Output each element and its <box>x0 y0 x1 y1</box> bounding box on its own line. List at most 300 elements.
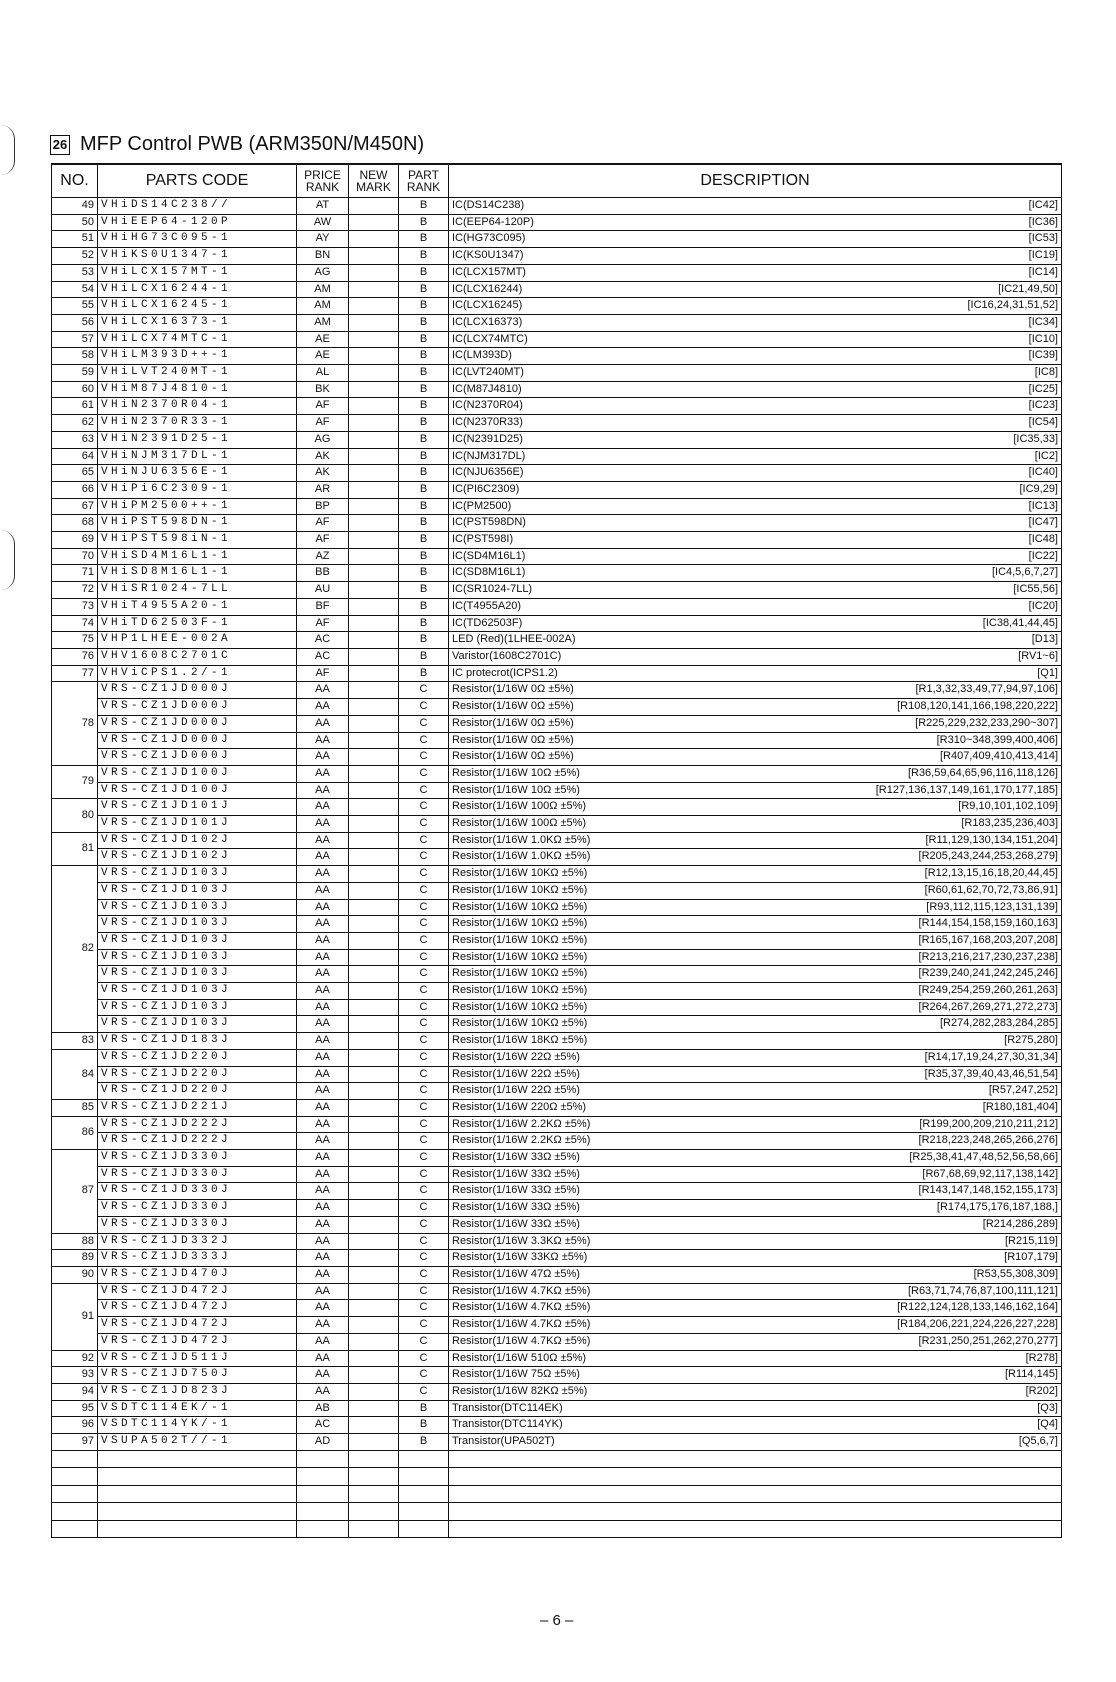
row-number: 89 <box>52 1250 98 1267</box>
reference-designators: [R122,124,128,133,146,162,164] <box>897 1301 1058 1314</box>
new-mark <box>349 1150 399 1167</box>
part-rank: B <box>399 281 449 298</box>
new-mark <box>349 1350 399 1367</box>
part-rank: B <box>399 298 449 315</box>
price-rank: AA <box>297 949 349 966</box>
row-number: 64 <box>52 448 98 465</box>
description-text: Resistor(1/16W 22Ω ±5%) <box>452 1067 580 1080</box>
blank-cell <box>52 1450 98 1468</box>
description <box>449 648 1062 665</box>
row-number: 91 <box>52 1283 98 1350</box>
description-text: Resistor(1/16W 10KΩ ±5%) <box>452 1017 588 1030</box>
price-rank: AA <box>297 1383 349 1400</box>
parts-code: VHP1LHEE-002A <box>98 632 297 649</box>
part-rank: C <box>399 866 449 883</box>
reference-designators: [R310~348,399,400,406] <box>936 733 1058 746</box>
part-rank: C <box>399 782 449 799</box>
description-text: Resistor(1/16W 18KΩ ±5%) <box>452 1034 588 1047</box>
blank-cell <box>98 1468 297 1486</box>
parts-code: VRS-CZ1JD103J <box>98 1016 297 1033</box>
description <box>449 765 1062 782</box>
row-number: 69 <box>52 532 98 549</box>
reference-designators: [IC19] <box>1028 249 1058 262</box>
price-rank: AG <box>297 264 349 281</box>
description-text: Resistor(1/16W 82KΩ ±5%) <box>452 1384 588 1397</box>
parts-code: VRS-CZ1JD470J <box>98 1267 297 1284</box>
new-mark <box>349 1200 399 1217</box>
reference-designators: [IC9,29] <box>1019 482 1058 495</box>
reference-designators: [IC20] <box>1028 599 1058 612</box>
new-mark <box>349 1216 399 1233</box>
row-number: 88 <box>52 1233 98 1250</box>
description-text: IC(NJM317DL) <box>452 449 526 462</box>
description-text: Varistor(1608C2701C) <box>452 649 562 662</box>
part-rank: C <box>399 1116 449 1133</box>
parts-code: VHiSD8M16L1-1 <box>98 565 297 582</box>
reference-designators: [R274,282,283,284,285] <box>939 1017 1058 1030</box>
blank-cell <box>98 1450 297 1468</box>
parts-code: VHiLM393D++-1 <box>98 348 297 365</box>
part-rank: B <box>399 465 449 482</box>
row-number: 71 <box>52 565 98 582</box>
part-rank: B <box>399 615 449 632</box>
table-row <box>52 1016 1062 1033</box>
description <box>449 1183 1062 1200</box>
description-text: Resistor(1/16W 4.7KΩ ±5%) <box>452 1318 591 1331</box>
row-number: 94 <box>52 1383 98 1400</box>
blank-cell <box>98 1485 297 1503</box>
blank-cell <box>98 1520 297 1538</box>
table-row <box>52 1250 1062 1267</box>
price-rank: AA <box>297 1016 349 1033</box>
description <box>449 1400 1062 1417</box>
part-rank: C <box>399 1333 449 1350</box>
table-row <box>52 1300 1062 1317</box>
description-text: IC(N2370R04) <box>452 399 523 412</box>
description <box>449 665 1062 682</box>
reference-designators: [IC21,49,50] <box>998 282 1058 295</box>
reference-designators: [D13] <box>1031 633 1058 646</box>
table-row <box>52 732 1062 749</box>
blank-cell <box>297 1450 349 1468</box>
table-row <box>52 816 1062 833</box>
description <box>449 849 1062 866</box>
parts-code: VHiDS14C238// <box>98 198 297 215</box>
new-mark <box>349 899 399 916</box>
description <box>449 1066 1062 1083</box>
table-row <box>52 983 1062 1000</box>
parts-code: VRS-CZ1JD511J <box>98 1350 297 1367</box>
new-mark <box>349 298 399 315</box>
blank-cell <box>98 1503 297 1521</box>
description-text: Transistor(DTC114EK) <box>452 1401 563 1414</box>
part-rank: B <box>399 481 449 498</box>
description <box>449 699 1062 716</box>
description-text: IC(T4955A20) <box>452 599 522 612</box>
table-row <box>52 682 1062 699</box>
parts-code: VRS-CZ1JD103J <box>98 983 297 1000</box>
description-text: Resistor(1/16W 10KΩ ±5%) <box>452 967 588 980</box>
new-mark <box>349 1434 399 1451</box>
table-row <box>52 866 1062 883</box>
reference-designators: [IC22] <box>1028 549 1058 562</box>
row-number: 77 <box>52 665 98 682</box>
parts-code: VRS-CZ1JD750J <box>98 1367 297 1384</box>
price-rank: AF <box>297 532 349 549</box>
new-mark <box>349 1183 399 1200</box>
description-text: Resistor(1/16W 33Ω ±5%) <box>452 1217 580 1230</box>
new-mark <box>349 932 399 949</box>
price-rank: AL <box>297 365 349 382</box>
table-row <box>52 381 1062 398</box>
part-rank: C <box>399 1099 449 1116</box>
part-rank: C <box>399 1250 449 1267</box>
description-text: LED (Red)(1LHEE-002A) <box>452 633 576 646</box>
description-text: Resistor(1/16W 33KΩ ±5%) <box>452 1251 588 1264</box>
blank-cell <box>449 1450 1062 1468</box>
price-rank: AW <box>297 214 349 231</box>
description-text: IC(SD8M16L1) <box>452 566 526 579</box>
row-number: 50 <box>52 214 98 231</box>
blank-cell <box>349 1485 399 1503</box>
description <box>449 1049 1062 1066</box>
parts-code: VRS-CZ1JD103J <box>98 999 297 1016</box>
reference-designators: [R278] <box>1025 1351 1058 1364</box>
part-rank: B <box>399 314 449 331</box>
reference-designators: [R35,37,39,40,43,46,51,54] <box>924 1067 1058 1080</box>
table-row <box>52 1400 1062 1417</box>
description-text: IC(LM393D) <box>452 349 512 362</box>
part-rank: C <box>399 1200 449 1217</box>
description <box>449 465 1062 482</box>
row-number: 81 <box>52 832 98 865</box>
table-row <box>52 1216 1062 1233</box>
new-mark <box>349 866 399 883</box>
blank-cell <box>349 1450 399 1468</box>
row-number: 74 <box>52 615 98 632</box>
binding-mark <box>0 530 15 590</box>
part-rank: B <box>399 248 449 265</box>
part-rank: C <box>399 1267 449 1284</box>
reference-designators: [R184,206,221,224,226,227,228] <box>897 1318 1058 1331</box>
part-rank: C <box>399 916 449 933</box>
new-mark <box>349 916 399 933</box>
description <box>449 1383 1062 1400</box>
reference-designators: [R214,286,289] <box>982 1217 1058 1230</box>
table-row <box>52 749 1062 766</box>
price-rank: AB <box>297 1400 349 1417</box>
new-mark <box>349 1049 399 1066</box>
table-row <box>52 1283 1062 1300</box>
price-rank: AA <box>297 1216 349 1233</box>
price-rank: AA <box>297 1033 349 1050</box>
parts-code: VRS-CZ1JD000J <box>98 715 297 732</box>
part-rank: B <box>399 565 449 582</box>
reference-designators: [R63,71,74,76,87,100,111,121] <box>907 1284 1058 1297</box>
description-text: Resistor(1/16W 510Ω ±5%) <box>452 1351 587 1364</box>
parts-code: VHiN2370R33-1 <box>98 415 297 432</box>
price-rank: AE <box>297 348 349 365</box>
blank-cell <box>52 1520 98 1538</box>
price-rank: AA <box>297 1183 349 1200</box>
reference-designators: [IC34] <box>1028 315 1058 328</box>
parts-code: VRS-CZ1JD000J <box>98 699 297 716</box>
parts-code: VHiLCX16373-1 <box>98 314 297 331</box>
part-rank: B <box>399 532 449 549</box>
new-mark <box>349 1300 399 1317</box>
reference-designators: [R239,240,241,242,245,246] <box>918 967 1058 980</box>
description-text: Resistor(1/16W 0Ω ±5%) <box>452 750 574 763</box>
table-row <box>52 1200 1062 1217</box>
description <box>449 481 1062 498</box>
price-rank: AG <box>297 431 349 448</box>
new-mark <box>349 481 399 498</box>
row-number: 61 <box>52 398 98 415</box>
price-rank: AA <box>297 899 349 916</box>
row-number: 63 <box>52 431 98 448</box>
new-mark <box>349 398 399 415</box>
description-text: Resistor(1/16W 10Ω ±5%) <box>452 766 580 779</box>
new-mark <box>349 548 399 565</box>
new-mark <box>349 1383 399 1400</box>
reference-designators: [R183,235,236,403] <box>961 817 1058 830</box>
description <box>449 532 1062 549</box>
reference-designators: [R12,13,15,16,18,20,44,45] <box>924 867 1058 880</box>
table-row <box>52 648 1062 665</box>
parts-code: VSDTC114EK/-1 <box>98 1400 297 1417</box>
part-rank: B <box>399 331 449 348</box>
price-rank: AA <box>297 715 349 732</box>
part-rank: B <box>399 448 449 465</box>
part-rank: C <box>399 849 449 866</box>
price-rank: AA <box>297 732 349 749</box>
description <box>449 882 1062 899</box>
parts-code: VRS-CZ1JD221J <box>98 1099 297 1116</box>
reference-designators: [IC2] <box>1034 449 1058 462</box>
table-row <box>52 481 1062 498</box>
new-mark <box>349 281 399 298</box>
parts-code: VHiPM2500++-1 <box>98 498 297 515</box>
price-rank: AF <box>297 665 349 682</box>
part-rank: C <box>399 899 449 916</box>
table-row <box>52 214 1062 231</box>
parts-code: VRS-CZ1JD220J <box>98 1066 297 1083</box>
row-number: 75 <box>52 632 98 649</box>
row-number: 68 <box>52 515 98 532</box>
reference-designators: [IC16,24,31,51,52] <box>967 299 1058 312</box>
reference-designators: [R11,129,130,134,151,204] <box>925 833 1058 846</box>
new-mark <box>349 949 399 966</box>
description-text: Resistor(1/16W 220Ω ±5%) <box>452 1100 587 1113</box>
parts-code: VRS-CZ1JD101J <box>98 799 297 816</box>
description <box>449 1417 1062 1434</box>
description <box>449 398 1062 415</box>
description <box>449 1434 1062 1451</box>
price-rank: AA <box>297 749 349 766</box>
row-number: 67 <box>52 498 98 515</box>
new-mark <box>349 1016 399 1033</box>
description <box>449 615 1062 632</box>
reference-designators: [IC55,56] <box>1013 583 1058 596</box>
new-mark <box>349 1083 399 1100</box>
description-text: IC(TD62503F) <box>452 616 523 629</box>
table-row <box>52 1333 1062 1350</box>
blank-cell <box>399 1468 449 1486</box>
description <box>449 1216 1062 1233</box>
blank-cell <box>449 1520 1062 1538</box>
row-number: 49 <box>52 198 98 215</box>
description-text: Resistor(1/16W 10KΩ ±5%) <box>452 900 588 913</box>
description-text: Resistor(1/16W 0Ω ±5%) <box>452 733 574 746</box>
new-mark <box>349 582 399 599</box>
description <box>449 1033 1062 1050</box>
table-row <box>52 665 1062 682</box>
table-row <box>52 1434 1062 1451</box>
blank-cell <box>449 1485 1062 1503</box>
reference-designators: [R225,229,232,233,290~307] <box>915 716 1058 729</box>
parts-code: VSUPA502T//-1 <box>98 1434 297 1451</box>
new-mark <box>349 1166 399 1183</box>
row-number: 54 <box>52 281 98 298</box>
parts-code: VHiSR1024-7LL <box>98 582 297 599</box>
price-rank: BF <box>297 598 349 615</box>
row-number: 65 <box>52 465 98 482</box>
blank-cell <box>52 1468 98 1486</box>
description-text: Resistor(1/16W 22Ω ±5%) <box>452 1050 580 1063</box>
description <box>449 1099 1062 1116</box>
new-mark <box>349 365 399 382</box>
description-text: IC(M87J4810) <box>452 382 522 395</box>
price-rank: AK <box>297 448 349 465</box>
table-row <box>52 1383 1062 1400</box>
price-rank: AT <box>297 198 349 215</box>
description-text: Resistor(1/16W 2.2KΩ ±5%) <box>452 1134 591 1147</box>
col-new-mark: NEW MARK <box>349 164 399 198</box>
row-number: 87 <box>52 1150 98 1234</box>
parts-code: VHiN2370R04-1 <box>98 398 297 415</box>
table-row <box>52 1083 1062 1100</box>
part-rank: C <box>399 816 449 833</box>
price-rank: AA <box>297 1317 349 1334</box>
description <box>449 1317 1062 1334</box>
description-text: IC(HG73C095) <box>452 232 526 245</box>
part-rank: B <box>399 365 449 382</box>
row-number: 76 <box>52 648 98 665</box>
reference-designators: [IC14] <box>1028 265 1058 278</box>
row-number: 90 <box>52 1267 98 1284</box>
table-row <box>52 999 1062 1016</box>
part-rank: C <box>399 1183 449 1200</box>
reference-designators: [R174,175,176,187,188,] <box>936 1201 1058 1214</box>
table-row <box>52 899 1062 916</box>
new-mark <box>349 231 399 248</box>
row-number: 60 <box>52 381 98 398</box>
price-rank: AA <box>297 699 349 716</box>
parts-table-body <box>52 198 1062 1538</box>
new-mark <box>349 999 399 1016</box>
table-row <box>52 415 1062 432</box>
row-number: 78 <box>52 682 98 766</box>
part-rank: B <box>399 1417 449 1434</box>
table-row <box>52 565 1062 582</box>
part-rank: C <box>399 732 449 749</box>
price-rank: AA <box>297 816 349 833</box>
new-mark <box>349 1066 399 1083</box>
table-row <box>52 1116 1062 1133</box>
part-rank: C <box>399 1367 449 1384</box>
blank-cell <box>297 1485 349 1503</box>
parts-code: VRS-CZ1JD103J <box>98 949 297 966</box>
new-mark <box>349 799 399 816</box>
new-mark <box>349 532 399 549</box>
table-row <box>52 331 1062 348</box>
description <box>449 1016 1062 1033</box>
blank-cell <box>399 1485 449 1503</box>
description <box>449 1166 1062 1183</box>
part-rank: B <box>399 582 449 599</box>
table-row <box>52 1367 1062 1384</box>
row-number: 72 <box>52 582 98 599</box>
blank-cell <box>399 1520 449 1538</box>
parts-code: VRS-CZ1JD332J <box>98 1233 297 1250</box>
new-mark <box>349 816 399 833</box>
table-row <box>52 632 1062 649</box>
parts-code: VHiPi6C2309-1 <box>98 481 297 498</box>
description-text: Resistor(1/16W 10KΩ ±5%) <box>452 917 588 930</box>
reference-designators: [Q1] <box>1037 666 1058 679</box>
description <box>449 415 1062 432</box>
new-mark <box>349 682 399 699</box>
part-rank: C <box>399 1216 449 1233</box>
part-rank: C <box>399 682 449 699</box>
new-mark <box>349 1116 399 1133</box>
price-rank: AM <box>297 298 349 315</box>
parts-code: VHiM87J4810-1 <box>98 381 297 398</box>
row-number: 86 <box>52 1116 98 1149</box>
parts-code: VRS-CZ1JD103J <box>98 866 297 883</box>
reference-designators: [IC4,5,6,7,27] <box>991 566 1058 579</box>
price-rank: AA <box>297 983 349 1000</box>
new-mark <box>349 665 399 682</box>
parts-table <box>51 163 1062 1538</box>
description-text: Resistor(1/16W 10KΩ ±5%) <box>452 867 588 880</box>
blank-cell <box>349 1468 399 1486</box>
reference-designators: [IC47] <box>1028 516 1058 529</box>
table-row <box>52 849 1062 866</box>
part-rank: B <box>399 398 449 415</box>
part-rank: B <box>399 548 449 565</box>
section-title-text: MFP Control PWB (ARM350N/M450N) <box>80 133 425 155</box>
part-rank: B <box>399 198 449 215</box>
description-text: Resistor(1/16W 4.7KΩ ±5%) <box>452 1334 591 1347</box>
parts-code: VHiNJU6356E-1 <box>98 465 297 482</box>
row-number: 58 <box>52 348 98 365</box>
description <box>449 782 1062 799</box>
description <box>449 715 1062 732</box>
table-row <box>52 1233 1062 1250</box>
reference-designators: [RV1~6] <box>1018 649 1058 662</box>
description-text: IC(LCX157MT) <box>452 265 526 278</box>
new-mark <box>349 1250 399 1267</box>
table-row <box>52 1267 1062 1284</box>
col-part-rank: PART RANK <box>399 164 449 198</box>
new-mark <box>349 615 399 632</box>
description <box>449 515 1062 532</box>
blank-cell <box>297 1503 349 1521</box>
description-text: IC protecrot(ICPS1.2) <box>452 666 558 679</box>
reference-designators: [R67,68,69,92,117,138,142] <box>922 1167 1058 1180</box>
parts-code: VRS-CZ1JD220J <box>98 1083 297 1100</box>
